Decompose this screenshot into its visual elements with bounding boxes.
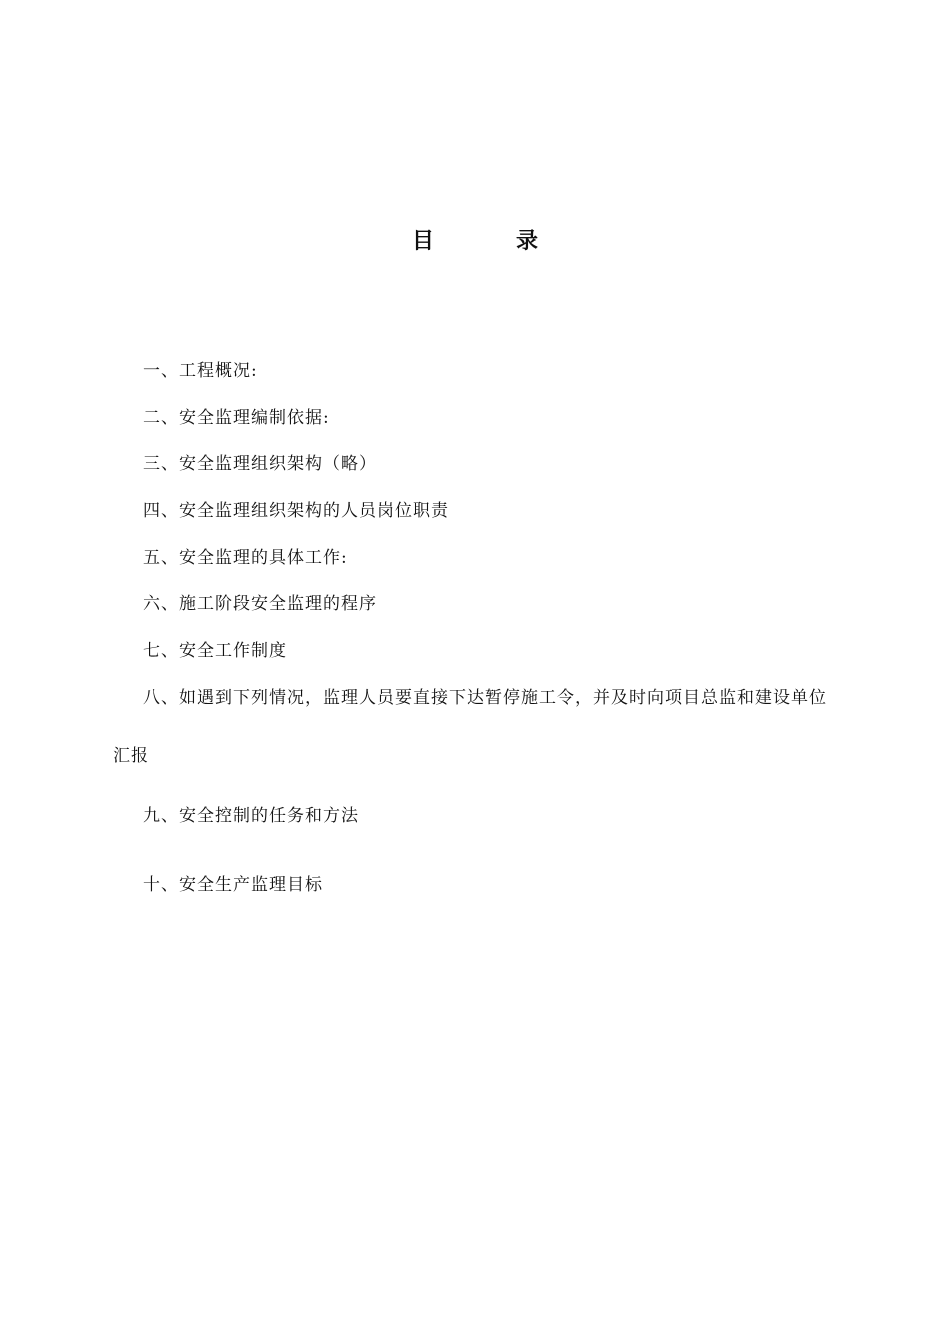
toc-item-7: 七、安全工作制度	[143, 641, 287, 661]
toc-item-5: 五、安全监理的具体工作:	[143, 548, 348, 568]
toc-item-9: 九、安全控制的任务和方法	[143, 806, 359, 826]
toc-item-8: 八、如遇到下列情况，监理人员要直接下达暂停施工令，并及时向项目总监和建设单位汇报	[113, 688, 827, 766]
toc-title-char-1: 目	[411, 229, 434, 254]
toc-title	[0, 224, 950, 255]
toc-item-6: 六、施工阶段安全监理的程序	[143, 594, 377, 614]
toc-item-10: 十、安全生产监理目标	[143, 875, 323, 895]
toc-title-char-2: 录	[516, 229, 539, 254]
toc-item-4: 四、安全监理组织架构的人员岗位职责	[143, 501, 449, 521]
toc-item-2: 二、安全监理编制依据:	[143, 408, 330, 428]
toc-item-1: 一、工程概况:	[143, 361, 258, 381]
toc-item-3: 三、安全监理组织架构（略）	[143, 454, 377, 474]
